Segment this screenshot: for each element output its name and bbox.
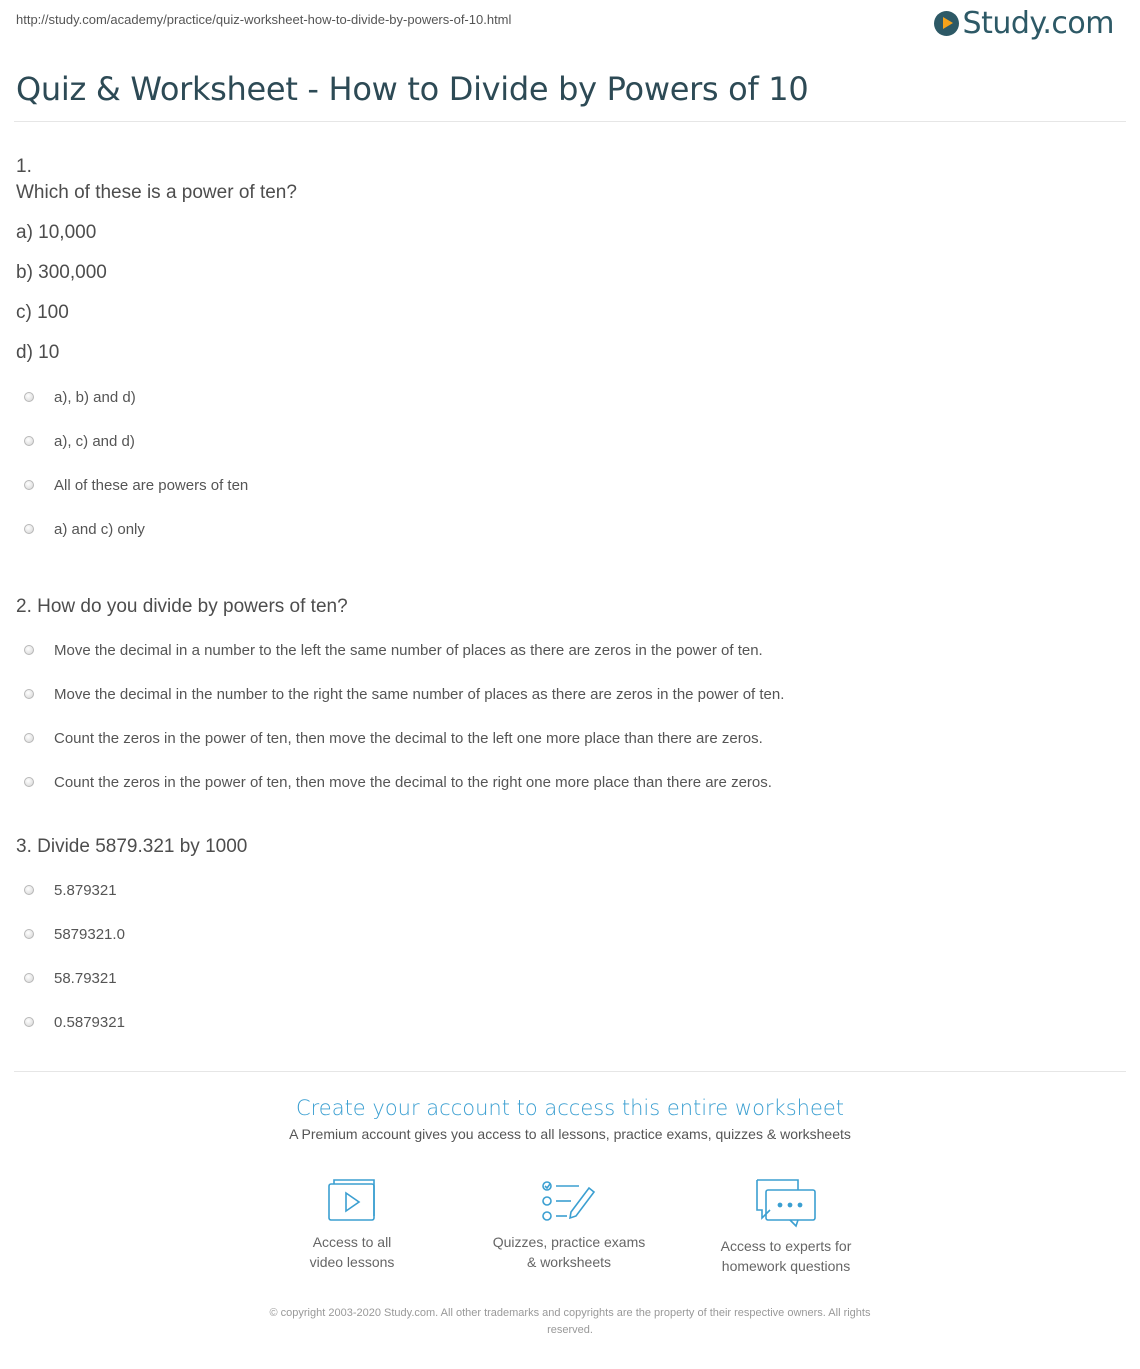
study-logo[interactable] xyxy=(934,6,1114,41)
answer-option[interactable] xyxy=(16,1000,1124,1044)
sub-item: c) 100 xyxy=(16,302,69,323)
title-divider xyxy=(14,121,1126,122)
logo-text: Study.com xyxy=(962,6,1114,41)
cta-title[interactable]: Create your account to access this entire worksheet xyxy=(295,1096,845,1120)
feature-video-lessons xyxy=(252,1178,452,1272)
footer-line-2: reserved. xyxy=(547,1324,593,1336)
cta-divider xyxy=(14,1071,1126,1072)
page-title: Quiz & Worksheet - How to Divide by Powers of 10 xyxy=(16,70,809,108)
feature-line-1: Access to all xyxy=(312,1234,392,1250)
expert-chat-icon xyxy=(754,1178,818,1228)
option-label: Move the decimal in a number to the left the same number of places as there are zeros in the power of ten. xyxy=(54,641,763,659)
answer-option[interactable] xyxy=(16,716,1124,760)
question-number: 3. xyxy=(16,836,32,857)
answer-option[interactable] xyxy=(16,956,1124,1000)
radio-button[interactable] xyxy=(24,777,34,787)
feature-quizzes xyxy=(469,1178,669,1272)
question-text xyxy=(16,836,1124,868)
sub-item: a) 10,000 xyxy=(16,222,97,243)
radio-button[interactable] xyxy=(24,436,34,446)
answer-option[interactable] xyxy=(16,507,1124,551)
question-number: 2. xyxy=(16,596,32,617)
feature-line-1: Access to experts for xyxy=(720,1238,852,1254)
answer-option[interactable] xyxy=(16,463,1124,507)
option-label: 5.879321 xyxy=(54,881,117,899)
option-label: Move the decimal in the number to the right the same number of places as there are zeros in the power of ten. xyxy=(54,685,785,703)
radio-button[interactable] xyxy=(24,524,34,534)
footer-line-1: © copyright 2003-2020 Study.com. All other trademarks and copyrights are the property of their respective owners. All rights xyxy=(269,1307,871,1319)
question-text: Which of these is a power of ten? xyxy=(16,182,297,203)
video-lessons-icon xyxy=(326,1178,378,1224)
radio-button[interactable] xyxy=(24,733,34,743)
feature-experts xyxy=(686,1178,886,1276)
radio-button[interactable] xyxy=(24,929,34,939)
answer-option[interactable] xyxy=(16,912,1124,956)
answer-option[interactable] xyxy=(16,760,1124,804)
radio-button[interactable] xyxy=(24,645,34,655)
cta-subtitle: A Premium account gives you access to all lessons, practice exams, quizzes & worksheets xyxy=(289,1126,851,1142)
answer-option[interactable] xyxy=(16,375,1124,419)
answer-option[interactable] xyxy=(16,672,1124,716)
radio-button[interactable] xyxy=(24,973,34,983)
question-label: How do you divide by powers of ten? xyxy=(37,596,348,617)
page-url: http://study.com/academy/practice/quiz-worksheet-how-to-divide-by-powers-of-10.html xyxy=(16,12,512,27)
option-label: a), c) and d) xyxy=(54,432,135,450)
option-label: Count the zeros in the power of ten, then move the decimal to the left one more place than there are zeros. xyxy=(54,729,763,747)
answer-option[interactable] xyxy=(16,419,1124,463)
option-label: All of these are powers of ten xyxy=(54,476,249,494)
play-circle-icon xyxy=(934,11,959,36)
question-2 xyxy=(16,596,1124,804)
option-label: 0.5879321 xyxy=(54,1013,125,1031)
option-label: Count the zeros in the power of ten, then move the decimal to the right one more place than there are zeros. xyxy=(54,773,772,791)
question-number: 1. xyxy=(16,156,32,177)
question-3 xyxy=(16,836,1124,1044)
feature-line-2: video lessons xyxy=(309,1254,395,1270)
feature-line-2: homework questions xyxy=(721,1258,851,1274)
feature-line-1: Quizzes, practice exams xyxy=(492,1234,646,1250)
radio-button[interactable] xyxy=(24,480,34,490)
feature-line-2: & worksheets xyxy=(526,1254,612,1270)
answer-option[interactable] xyxy=(16,628,1124,672)
quiz-checklist-icon xyxy=(541,1178,597,1224)
radio-button[interactable] xyxy=(24,885,34,895)
question-1 xyxy=(16,156,1124,551)
answer-option[interactable] xyxy=(16,868,1124,912)
option-label: 58.79321 xyxy=(54,969,117,987)
option-label: a), b) and d) xyxy=(54,388,136,406)
question-label: Divide 5879.321 by 1000 xyxy=(37,836,248,857)
radio-button[interactable] xyxy=(24,392,34,402)
sub-item: d) 10 xyxy=(16,342,60,363)
option-label: a) and c) only xyxy=(54,520,145,538)
radio-button[interactable] xyxy=(24,689,34,699)
radio-button[interactable] xyxy=(24,1017,34,1027)
option-label: 5879321.0 xyxy=(54,925,125,943)
sub-item: b) 300,000 xyxy=(16,262,107,283)
copyright-footer xyxy=(210,1305,930,1339)
signup-cta xyxy=(0,1096,1140,1142)
question-text xyxy=(16,596,1124,628)
